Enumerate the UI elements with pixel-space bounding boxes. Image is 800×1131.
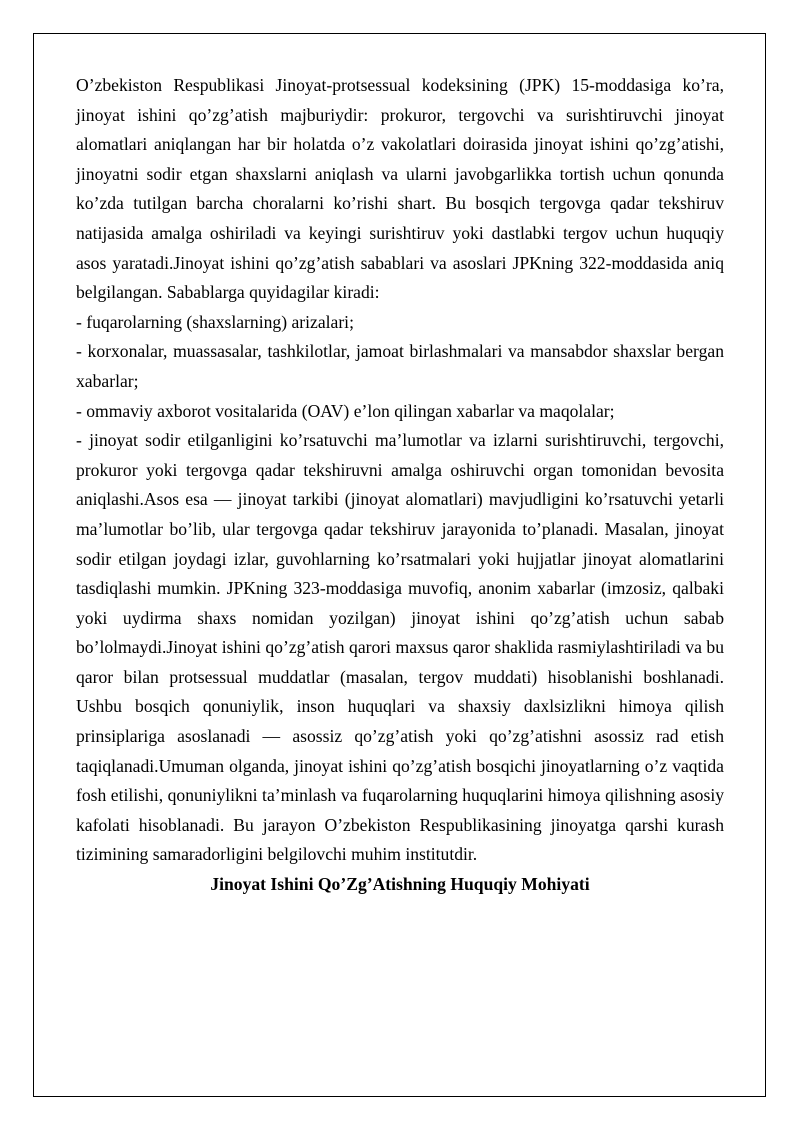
list-item-citizen-applications: - fuqarolarning (shaxslarning) arizalari; — [76, 311, 354, 332]
list-item-media-reports: - ommaviy axborot vositalarida (OAV) e’lon qilingan xabarlar va maqolalar; — [76, 400, 615, 421]
document-body — [76, 71, 724, 900]
list-item-organization-reports: - korxonalar, muassasalar, tashkilotlar, jamoat birlashmalari va mansabdor shaxslar bergan xabarlar; — [76, 341, 724, 391]
section-heading: Jinoyat Ishini Qo’Zg’Atishning Huquqiy Mohiyati — [210, 874, 590, 895]
intro-paragraph: O’zbekiston Respublikasi Jinoyat-protsessual kodeksining (JPK) 15-moddasiga ko’ra, jinoyat ishini qo’zg’atish majburiydir: prokuror, tergovchi va surishtiruvchi jinoyat alomatlari aniqlangan har bir holatda o’z vakolatlari doirasida jinoyat ishini qo’zg’atishi, jinoyatni sodir etgan shaxslarni aniqlash va ularni javobgarlikka tortish uchun qonunda ko’zda tutilgan barcha choralarni ko’rishi shart. Bu bosqich tergovga qadar tekshiruv natijasida amalga oshiriladi va keyingi surishtiruv yoki dastlabki tergov uchun huquqiy asos yaratadi.Jinoyat ishini qo’zg’atish sabablari va asoslari JPKning 322-moddasida aniq belgilangan. Sabablarga quyidagilar kiradi: — [76, 75, 724, 303]
list-item-direct-detection: - jinoyat sodir etilganligini ko’rsatuvchi ma’lumotlar va izlarni surishtiruvchi, tergovchi, prokuror yoki tergovga qadar tekshiruvni amalga oshiruvchi organ tomonidan bevosita aniqlashi.Asos esa — jinoyat tarkibi (jinoyat alomatlari) mavjudligini ko’rsatuvchi yetarli ma’lumotlar bo’lib, ular tergovga qadar tekshiruv jarayonida to’planadi. Masalan, jinoyat sodir etilgan joydagi izlar, guvohlarning ko’rsatmalari yoki hujjatlar jinoyat alomatlarini tasdiqlashi mumkin. JPKning 323-moddasiga muvofiq, anonim xabarlar (imzosiz, qalbaki yoki uydirma shaxs nomidan yozilgan) jinoyat ishini qo’zg’atish uchun sabab bo’lolmaydi.Jinoyat ishini qo’zg’atish qarori maxsus qaror shaklida rasmiylashtiriladi va bu qaror bilan protsessual muddatlar (masalan, tergov muddati) hisoblanishi boshlanadi. Ushbu bosqich qonuniylik, inson huquqlari va shaxsiy daxlsizlikni himoya qilish prinsiplariga asoslanadi — asossiz qo’zg’atish yoki qo’zg’atishni asossiz rad etish taqiqlanadi.Umuman olganda, jinoyat ishini qo’zg’atish bosqichi jinoyatlarning o’z vaqtida fosh etilishi, qonuniylikni ta’minlash va fuqarolarning huquqlarini himoya qilishning asosiy kafolati hisoblanadi. Bu jarayon O’zbekiston Respublikasining jinoyatga qarshi kurash tizimining samaradorligini belgilovchi muhim institutdir. — [76, 430, 724, 865]
